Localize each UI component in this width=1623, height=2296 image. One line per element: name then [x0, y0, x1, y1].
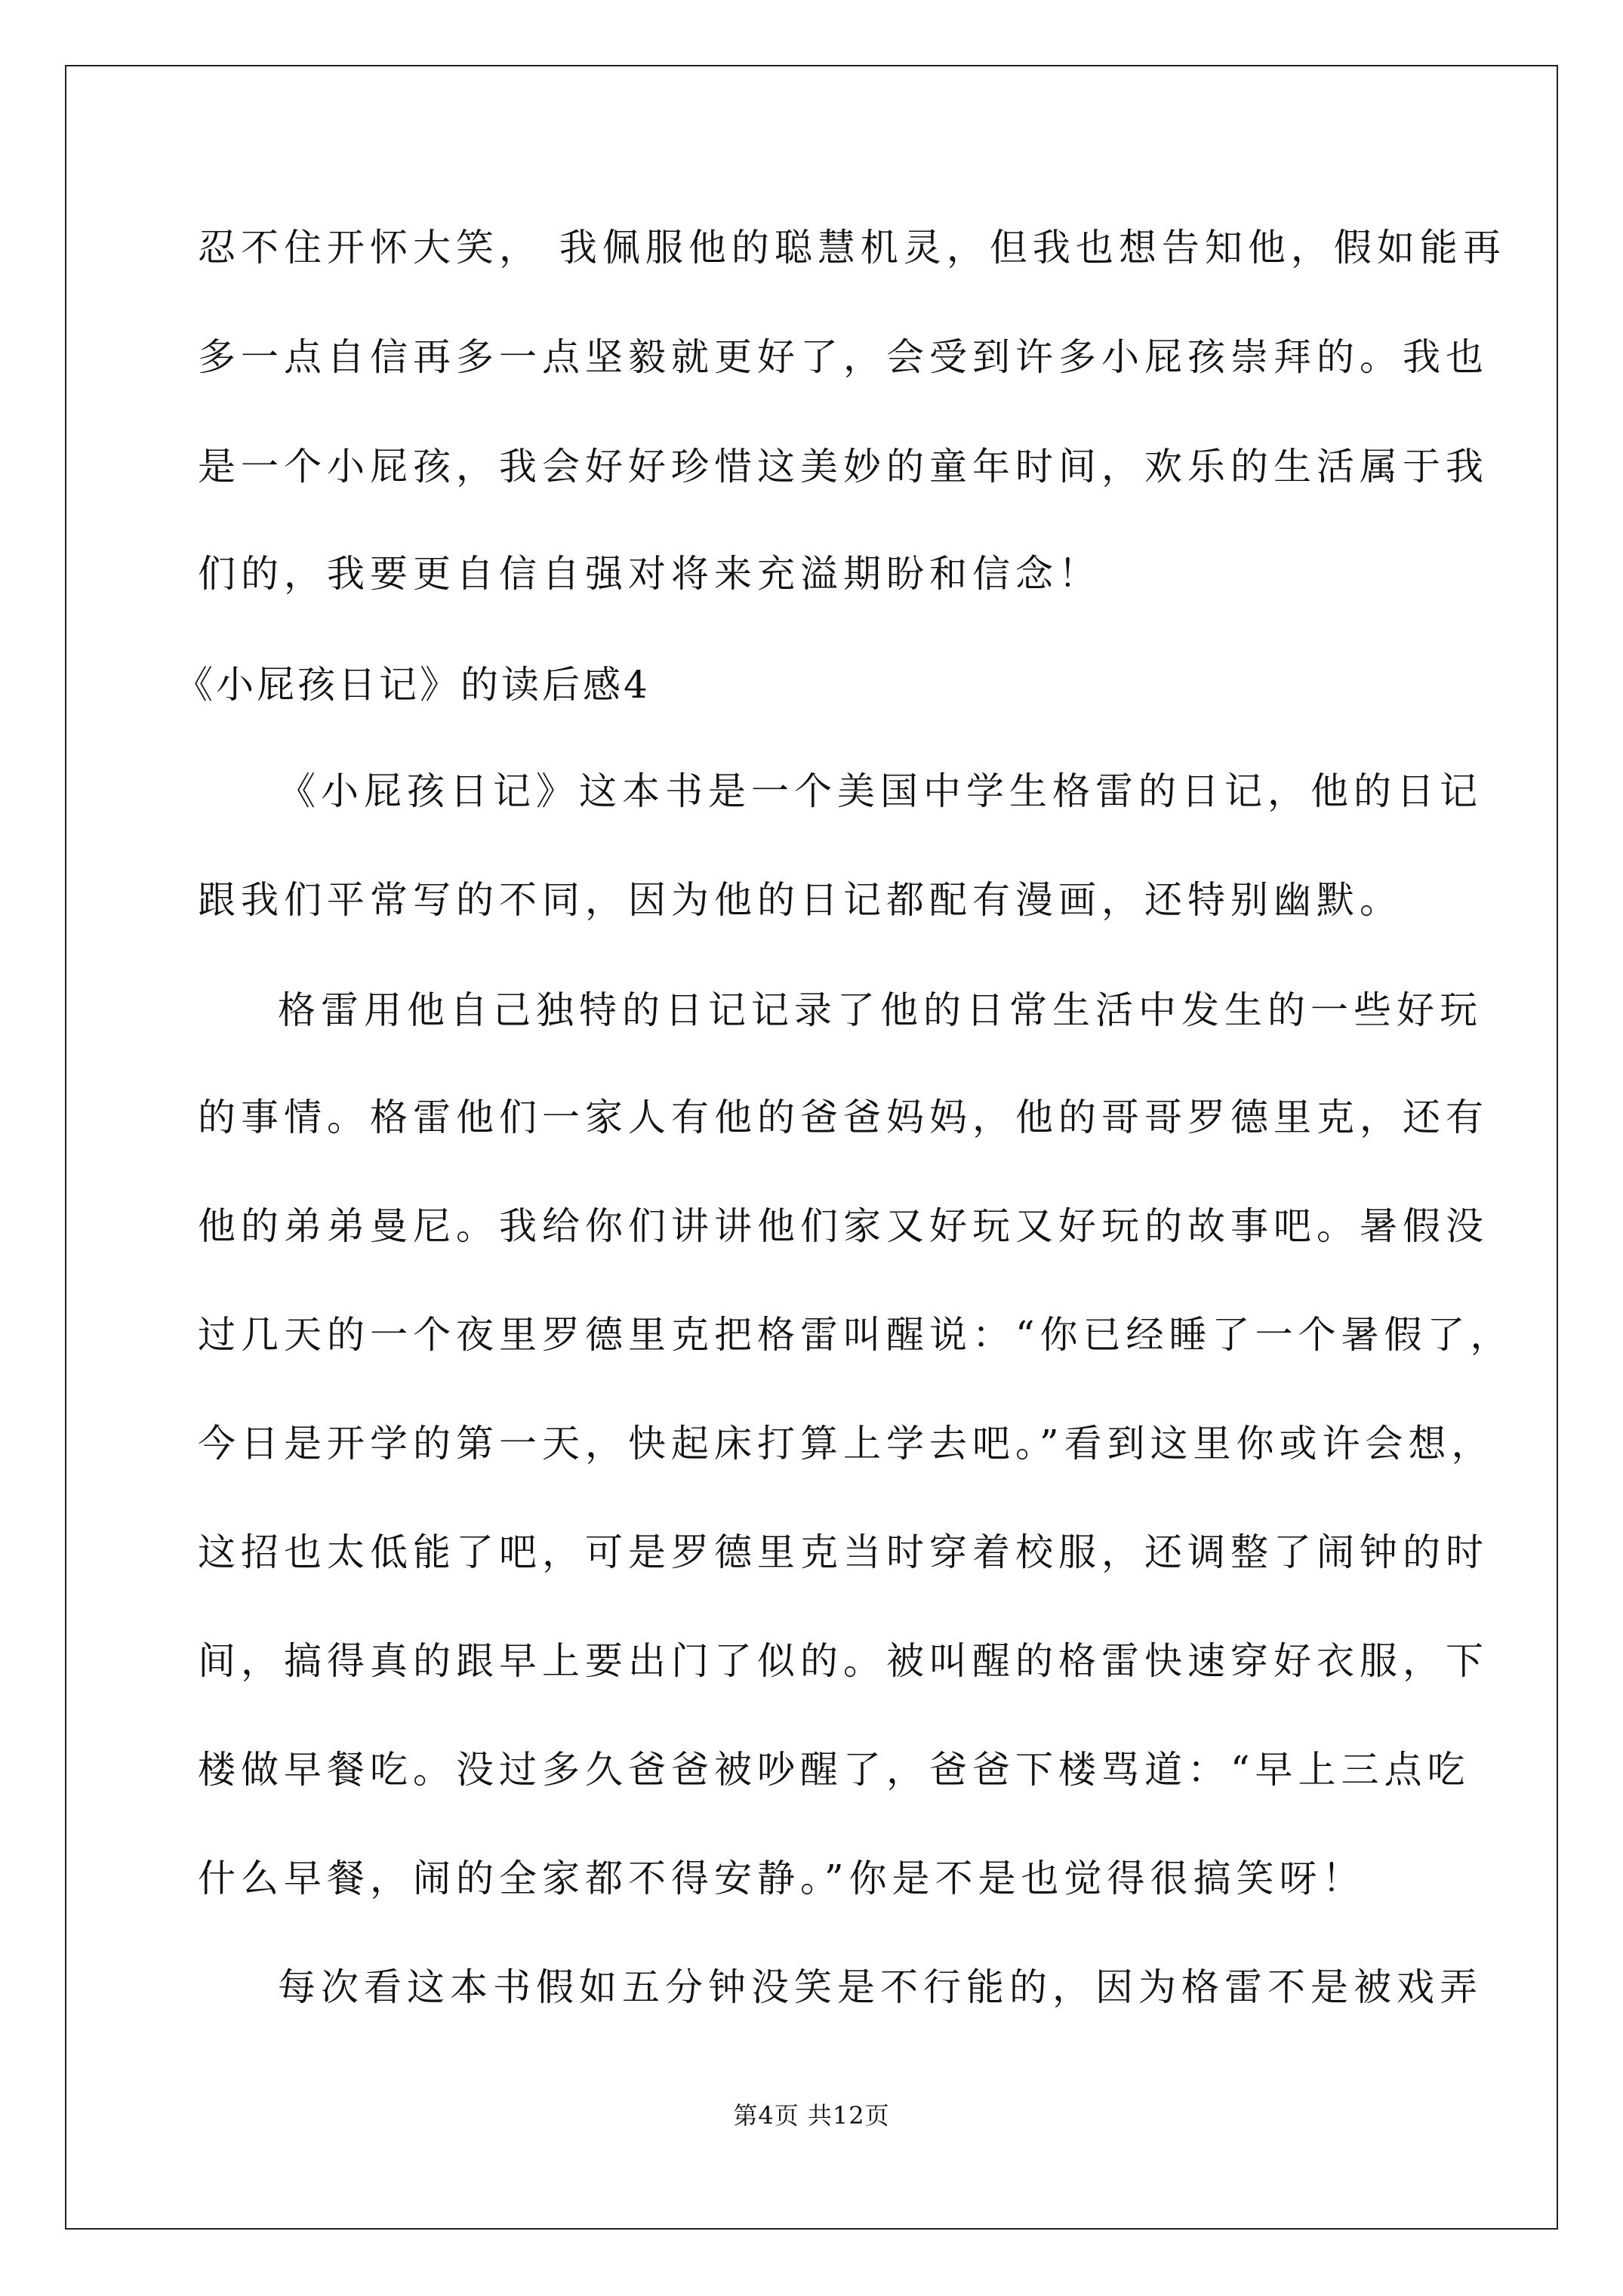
paragraph-line: 忍不住开怀大笑， 我佩服他的聪慧机灵，但我也想告知他，假如能再: [198, 226, 1506, 270]
paragraph-line: 跟我们平常写的不同，因为他的日记都配有漫画，还特别幽默。: [198, 878, 1403, 922]
paragraph-line: 楼做早餐吃。没过多久爸爸被吵醒了，爸爸下楼骂道：“早上三点吃: [198, 1748, 1471, 1792]
paragraph-line: 间，搞得真的跟早上要出门了似的。被叫醒的格雷快速穿好衣服，下: [198, 1639, 1489, 1683]
paragraph-line: 今日是开学的第一天，快起床打算上学去吧。”看到这里你或许会想，: [198, 1422, 1495, 1465]
page-border: [65, 65, 1558, 2230]
section-heading: 《小屁孩日记》的读后感4: [175, 663, 651, 707]
paragraph-line: 什么早餐，闹的全家都不得安静。”你是不是也觉得很搞笑呀！: [198, 1857, 1366, 1900]
paragraph-line: 《小屁孩日记》这本书是一个美国中学生格雷的日记，他的日记: [278, 769, 1483, 813]
paragraph-line: 过几天的一个夜里罗德里克把格雷叫醒说：“你已经睡了一个暑假了，: [198, 1313, 1514, 1357]
page-footer: 第4页 共12页: [733, 2101, 890, 2130]
paragraph-line: 他的弟弟曼尼。我给你们讲讲他们家又好玩又好玩的故事吧。暑假没: [198, 1204, 1489, 1248]
paragraph-line: 们的，我要更自信自强对将来充溢期盼和信念！: [198, 552, 1101, 596]
paragraph-line: 的事情。格雷他们一家人有他的爸爸妈妈，他的哥哥罗德里克，还有: [198, 1096, 1489, 1139]
paragraph-line: 是一个小屁孩，我会好好珍惜这美妙的童年时间，欢乐的生活属于我: [198, 445, 1489, 488]
paragraph-line: 格雷用他自己独特的日记记录了他的日常生活中发生的一些好玩: [278, 988, 1483, 1032]
paragraph-line: 每次看这本书假如五分钟没笑是不行能的，因为格雷不是被戏弄: [278, 1965, 1483, 2009]
paragraph-line: 多一点自信再多一点坚毅就更好了，会受到许多小屁孩崇拜的。我也: [198, 335, 1489, 379]
paragraph-line: 这招也太低能了吧，可是罗德里克当时穿着校服，还调整了闹钟的时: [198, 1530, 1489, 1574]
